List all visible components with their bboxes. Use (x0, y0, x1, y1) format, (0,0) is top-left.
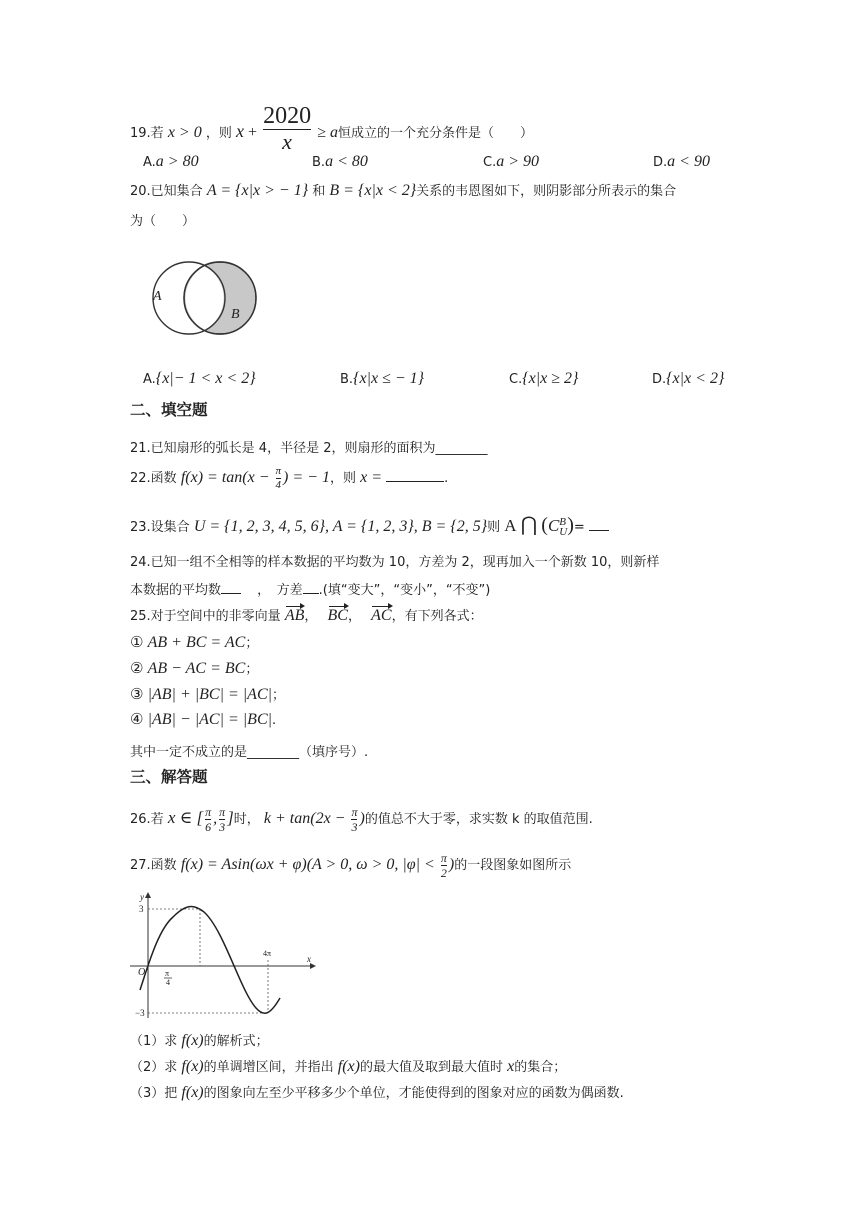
section-heading-fill-blank: 二、填空题 (130, 401, 208, 419)
part-f2: f(x) (337, 1058, 360, 1075)
q26-comma: , (213, 810, 218, 827)
q27-line (130, 852, 571, 879)
q19-fraction (263, 104, 311, 153)
q20-line2 (130, 210, 195, 229)
q22-end: . (444, 471, 449, 486)
q25-prefix: 25.对于空间中的非零向量 (130, 609, 281, 624)
vector-ac: AC (371, 607, 392, 624)
venn-label-b: B (231, 307, 240, 322)
q22-frac-num: π (275, 465, 282, 477)
q26-frac-3 (351, 806, 357, 833)
q27-part-2 (130, 1056, 566, 1076)
q26-expr-b: ) (359, 810, 365, 827)
q23-line (130, 512, 609, 537)
q19-line (130, 104, 533, 153)
q26-suffix: 的值总不大于零，求实数 k 的取值范围. (364, 812, 593, 827)
q20-option-a[interactable] (143, 370, 256, 388)
option-label: D. (653, 155, 668, 170)
q27-expr: f(x) = Asin(ωx + φ)(A > 0, ω > 0, |φ| < (180, 856, 439, 873)
vector-ab: AB (284, 607, 305, 624)
q23-answer-blank[interactable] (589, 530, 609, 531)
tick-pi-num: π (165, 969, 170, 978)
q25-suffix: ，有下列各式： (391, 609, 483, 624)
q22-x: x = (360, 469, 382, 486)
y-axis-arrow (145, 892, 151, 898)
q19-ge: ≥ a (317, 124, 338, 141)
part-f: f(x) (181, 1032, 204, 1049)
q20-option-c[interactable] (509, 370, 578, 388)
option-label: B. (312, 155, 326, 170)
q25-item-1 (130, 632, 258, 652)
q23-eq: = (573, 520, 585, 535)
q23-cap-symbol: ⋂ (520, 514, 538, 536)
option-expr: {x|− 1 < x < 2} (155, 370, 256, 387)
frac-den: 3 (219, 820, 226, 834)
q20-option-d[interactable] (652, 370, 724, 388)
q20-line1 (130, 180, 676, 200)
q27-suffix: 的一段图象如图所示 (454, 858, 572, 873)
q23-prefix: 23.设集合 (130, 520, 190, 535)
origin-label: O (138, 967, 146, 978)
q19-x: x (236, 121, 245, 141)
sine-graph (128, 890, 318, 1022)
q19-option-a[interactable] (143, 153, 199, 171)
item-expr: AB − AC = BC (147, 660, 246, 677)
frac-num: π (440, 851, 447, 865)
option-label: A. (143, 155, 156, 170)
q26-expr-a: k + tan(2x − (263, 810, 350, 827)
item-tail: ； (272, 688, 286, 703)
option-label: C. (483, 155, 497, 170)
q22-frac-den: 4 (275, 479, 281, 491)
q26-when: 时， (233, 812, 260, 827)
part-text-3: 的集合； (514, 1060, 567, 1075)
q19-then: ，则 (205, 126, 232, 141)
q23-paren-open: ( (541, 514, 548, 536)
part-text: 的解析式； (203, 1034, 269, 1049)
part-prefix: （2）求 (130, 1060, 178, 1075)
item-number: ① (130, 633, 144, 651)
q27-close: ) (448, 856, 455, 873)
item-number: ④ (130, 710, 144, 728)
q23-then: 则 (487, 520, 501, 535)
item-number: ③ (130, 685, 144, 703)
q25-item-2 (130, 658, 258, 678)
q23-A: A (504, 516, 517, 535)
part-text: 的单调增区间，并指出 (203, 1060, 334, 1075)
q24-variance-label: ， 方差 (257, 583, 303, 598)
option-expr: {x|x < 2} (666, 370, 725, 387)
item-expr: |AB| − |AC| = |BC| (147, 711, 273, 728)
venn-label-a: A (153, 289, 162, 304)
q25-line: 25.对于空间中的非零向量 AB， BC， AC，有下列各式： (130, 607, 483, 624)
q26-x-in: x ∈ [ (167, 808, 204, 827)
frac-den: 6 (205, 820, 212, 834)
sine-curve (140, 907, 280, 1014)
q22-mid: ，则 (329, 471, 356, 486)
frac-den: 2 (440, 866, 447, 880)
tick-4pi: 4π (263, 949, 272, 958)
x-axis-label: x (307, 954, 311, 964)
part-prefix: （1）求 (130, 1034, 178, 1049)
option-expr: {x|x ≤ − 1} (353, 370, 425, 387)
q19-option-d[interactable] (653, 153, 710, 171)
y-max-label: 3 (139, 904, 144, 914)
frac-num: π (219, 805, 226, 819)
item-number: ② (130, 659, 144, 677)
q19-condition: x > 0 (167, 124, 202, 141)
q26-frac-2 (219, 806, 225, 833)
q27-prefix: 27.函数 (130, 858, 177, 873)
q19-prefix: 19.若 (130, 126, 164, 141)
q20-line2-text: 为（ ） (130, 214, 196, 229)
q24-line1: 24.已知一组不全相等的样本数据的平均数为 10，方差为 2，现再加入一个新数 10，则新样 (130, 555, 660, 570)
q20-set-a: A = {x|x > − 1} (206, 182, 309, 199)
q27-part-1 (130, 1030, 269, 1050)
q20-suffix: 关系的韦恩图如下，则阴影部分所表示的集合 (416, 184, 677, 199)
q26-line (130, 806, 593, 833)
q23-complement-C: C (547, 516, 560, 535)
q20-and: 和 (312, 184, 326, 199)
q20-option-b[interactable] (340, 370, 424, 388)
q24-mean-blank[interactable] (221, 593, 241, 594)
q24-mean-label: 本数据的平均数 (130, 583, 222, 598)
q19-numerator: 2020 (263, 103, 312, 129)
item-expr: AB + BC = AC (147, 634, 246, 651)
q21-line: 21.已知扇形的弧长是 4，半径是 2，则扇形的面积为________ (130, 441, 488, 456)
option-label: D. (652, 372, 667, 387)
frac-num: π (351, 805, 358, 819)
part-text-2: 的最大值及取到最大值时 (359, 1060, 503, 1075)
q22-line (130, 466, 448, 491)
q22-answer-blank[interactable] (386, 481, 444, 482)
q24-hint: .(填“变大”，“变小”，“不变”) (318, 583, 491, 598)
part-prefix: （3）把 (130, 1086, 178, 1101)
q22-prefix: 22.函数 (130, 471, 177, 486)
frac-num: π (205, 805, 212, 819)
q23-sets: U = {1, 2, 3, 4, 5, 6}, A = {1, 2, 3}, B = {2, 5} (193, 518, 488, 535)
q27-frac (441, 852, 447, 879)
q19-option-b[interactable] (312, 153, 368, 171)
q25-item-4 (130, 710, 276, 729)
q26-frac-1 (205, 806, 211, 833)
option-expr: a > 80 (155, 153, 199, 170)
q22-expr-a: f(x) = tan(x − (180, 469, 274, 486)
item-expr: |AB| + |BC| = |AC| (147, 686, 273, 703)
y-axis-label: y (140, 892, 144, 902)
q26-prefix: 26.若 (130, 812, 164, 827)
vector-bc: BC (327, 607, 348, 624)
venn-diagram (135, 252, 260, 340)
q19-plus: + (244, 124, 262, 141)
section-heading-solve: 三、解答题 (130, 768, 208, 786)
frac-den: 3 (351, 820, 358, 834)
option-label: C. (509, 372, 523, 387)
q19-option-c[interactable] (483, 153, 539, 171)
q25-item-3 (130, 684, 285, 704)
option-label: A. (143, 372, 156, 387)
q26-close: ] (227, 808, 234, 827)
item-tail: . (272, 713, 277, 728)
option-expr: a < 80 (325, 153, 368, 170)
q23-sup: B (559, 515, 567, 528)
q19-suffix: 恒成立的一个充分条件是（ ） (337, 126, 533, 141)
part-x: x (507, 1058, 515, 1075)
option-expr: {x|x ≥ 2} (522, 370, 579, 387)
item-tail: ； (245, 636, 259, 651)
q23-paren-close: ) (567, 514, 574, 536)
q27-part-3 (130, 1082, 624, 1102)
q19-denominator: x (282, 129, 292, 154)
q24-variance-blank[interactable] (303, 593, 319, 594)
q22-expr-b: ) = − 1 (283, 469, 330, 486)
option-label: B. (340, 372, 354, 387)
part-text: 的图象向左至少平移多少个单位，才能使得到的图象对应的函数为偶函数. (203, 1086, 624, 1101)
part-f: f(x) (181, 1058, 204, 1075)
q24-line2 (130, 579, 490, 598)
option-expr: a > 90 (496, 153, 540, 170)
q23-sub: U (559, 525, 568, 538)
y-min-label: −3 (135, 1008, 145, 1018)
tick-pi-den: 4 (166, 978, 170, 987)
part-f: f(x) (181, 1084, 204, 1101)
option-expr: a < 90 (667, 153, 710, 170)
item-tail: ； (245, 662, 259, 677)
q25-conclusion: 其中一定不成立的是________（填序号）. (130, 745, 369, 760)
q22-fraction (276, 466, 282, 491)
q20-set-b: B = {x|x < 2} (329, 182, 417, 199)
q20-prefix: 20.已知集合 (130, 184, 203, 199)
